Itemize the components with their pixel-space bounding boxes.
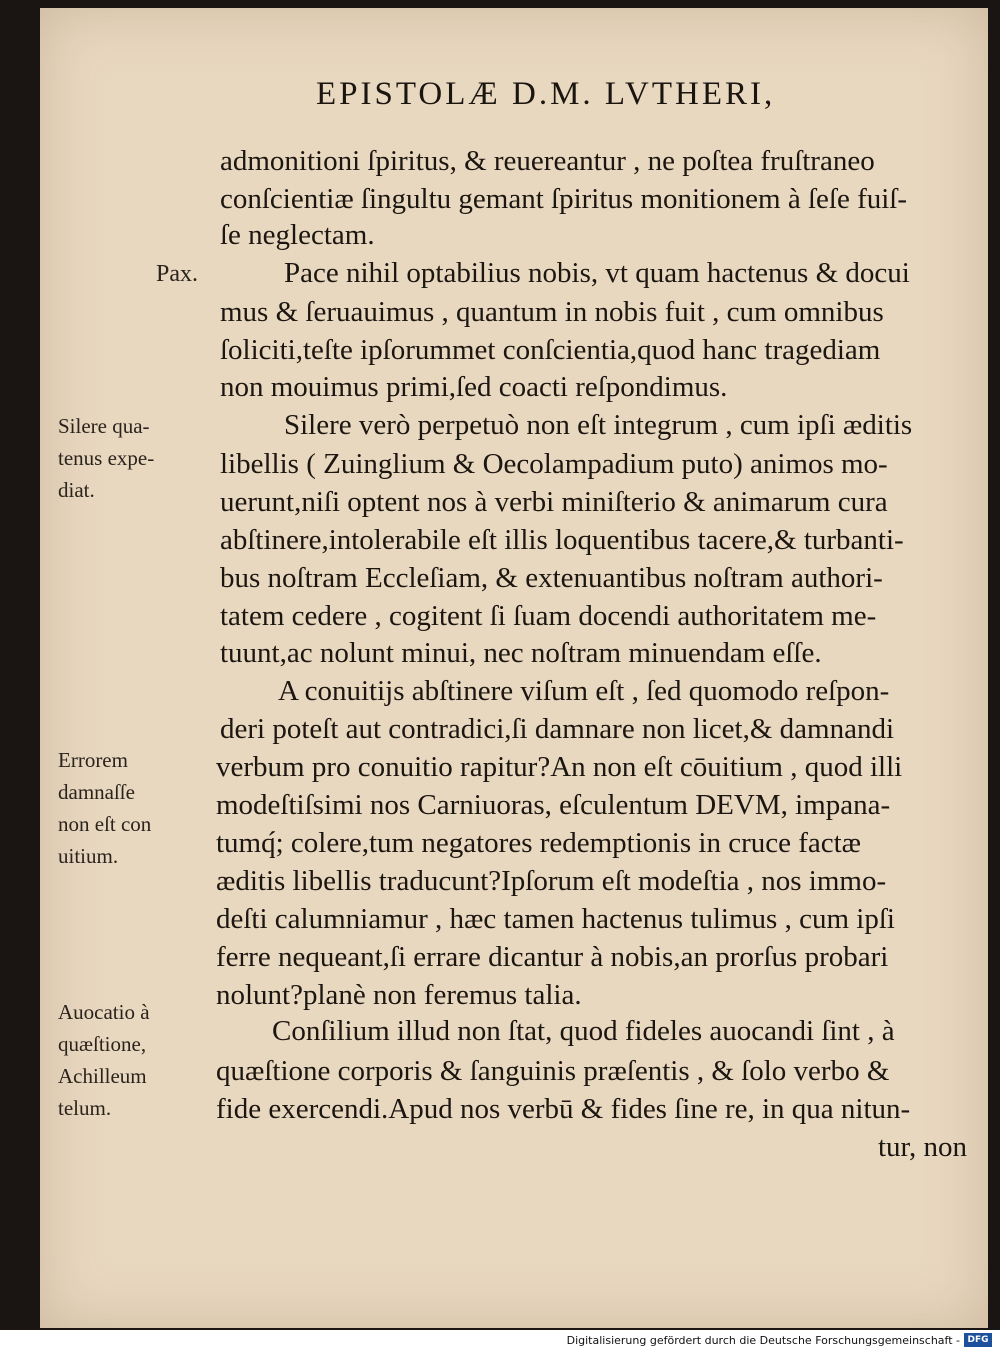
text-line: æditis libellis traducunt?Ipſorum eſt modeſtia , nos immo- [216, 865, 887, 897]
text-line: uerunt,niſi optent nos à verbi miniſterio & animarum cura [220, 486, 888, 518]
funding-notice: Digitalisierung gefördert durch die Deutsche Forschungsgemeinschaft - [566, 1334, 960, 1347]
text-line: fide exercendi.Apud nos verbū & fides ſine re, in qua nitun- [216, 1093, 911, 1125]
margin-note-silere: Silere qua- [58, 414, 150, 438]
margin-note-auocatio: Achilleum [58, 1064, 147, 1088]
text-line: verbum pro conuitio rapitur?An non eſt cōuitium , quod illi [216, 751, 903, 783]
text-line: Pace nihil optabilius nobis, vt quam hactenus & docui [284, 257, 910, 289]
text-line: abſtinere,intolerabile eſt illis loquentibus tacere,& turbanti- [220, 524, 904, 556]
text-line: ſoliciti,teſte ipſorummet conſcientia,quod hanc tragediam [220, 334, 881, 366]
text-line: modeſtiſsimi nos Carniuoras, eſculentum DEVM, impana- [216, 789, 891, 821]
margin-note-auocatio: telum. [58, 1096, 112, 1120]
text-line: bus noſtram Eccleſiam, & extenuantibus noſtram authori- [220, 562, 883, 594]
digitization-footer [0, 1330, 1000, 1352]
margin-note-errorem: uitium. [58, 844, 119, 868]
margin-note-errorem: Errorem [58, 748, 128, 772]
text-line: admonitioni ſpiritus, & reuereantur , ne poſtea fruſtraneo [220, 145, 875, 177]
text-line: nolunt?planè non feremus talia. [216, 979, 582, 1011]
text-line: tatem cedere , cogitent ſi ſuam docendi authoritatem me- [220, 600, 877, 632]
text-line: conſcientiæ ſingultu gemant ſpiritus monitionem à ſeſe fuiſ- [220, 183, 908, 215]
text-line: ſe neglectam. [220, 219, 375, 251]
margin-note-auocatio: quæſtione, [58, 1032, 147, 1056]
text-line: tur, non [878, 1131, 968, 1163]
margin-note-silere: diat. [58, 478, 95, 502]
text-line: ferre nequeant,ſi errare dicantur à nobis,an prorſus probari [216, 941, 889, 973]
margin-note-silere: tenus expe- [58, 446, 155, 470]
margin-note-errorem: non eſt con [58, 812, 152, 836]
margin-note-pax: Pax. [156, 261, 198, 287]
text-line: non mouimus primi,ſed coacti reſpondimus. [220, 371, 728, 403]
text-line: mus & ſeruauimus , quantum in nobis fuit , cum omnibus [220, 296, 884, 328]
text-line: A conuitijs abſtinere viſum eſt , ſed quomodo reſpon- [278, 675, 890, 707]
text-line: tuunt,ac nolunt minui, nec noſtram minuendam eſſe. [220, 637, 822, 669]
text-line: Conſilium illud non ſtat, quod fideles auocandi ſint , à [272, 1015, 895, 1047]
text-line: libellis ( Zuinglium & Oecolampadium puto) animos mo- [220, 448, 888, 480]
text-line: deſti calumniamur , hæc tamen hactenus tulimus , cum ipſi [216, 903, 895, 935]
text-line: quæſtione corporis & ſanguinis præſentis , & ſolo verbo & [216, 1055, 890, 1087]
text-line: tumq́; colere,tum negatores redemptionis in cruce factæ [216, 827, 862, 859]
text-line: Silere verò perpetuò non eſt integrum , cum ipſi æditis [284, 409, 913, 441]
margin-note-errorem: damnaſſe [58, 780, 135, 804]
text-line: deri poteſt aut contradici,ſi damnare non licet,& damnandi [220, 713, 895, 745]
dfg-logo-icon: DFG [964, 1333, 992, 1347]
running-header: EPISTOLÆ D.M. LVTHERI, [316, 76, 776, 112]
margin-note-auocatio: Auocatio à [58, 1000, 150, 1024]
